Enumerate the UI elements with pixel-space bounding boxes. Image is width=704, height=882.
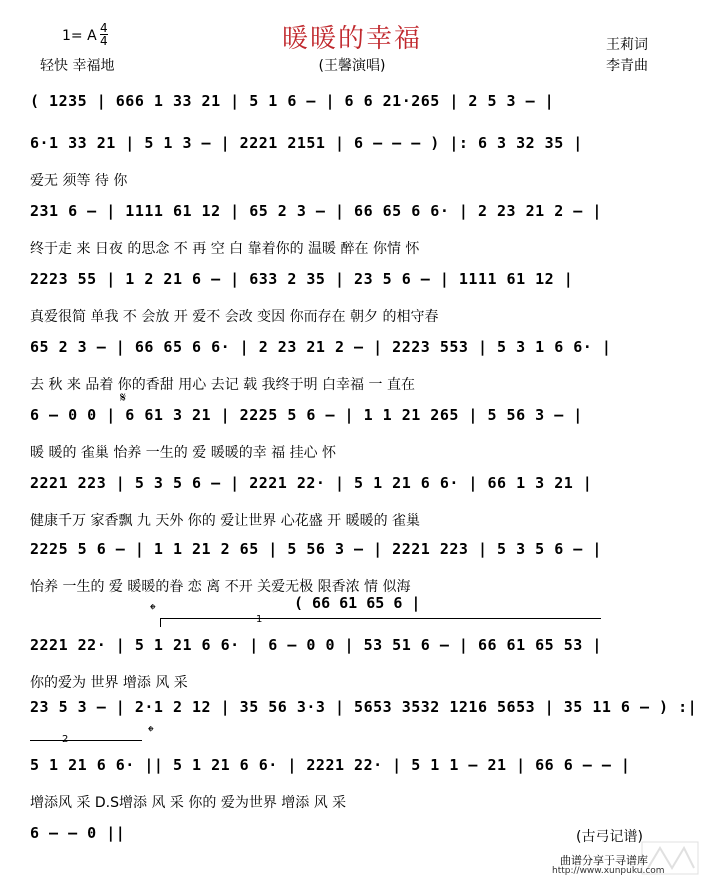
lyrics-line-7: 健康千万 家香飘 九 天外 你的 爱让世界 心花盛 开 暖暖的 雀巢 xyxy=(30,513,421,529)
lyrics-line-5: 去 秋 来 品着 你的香甜 用心 去记 载 我终于明 白幸福 一 直在 xyxy=(30,377,415,393)
song-title: 暖暖的幸福 xyxy=(281,24,422,54)
lyrics-line-3: 终于走 来 日夜 的思念 不 再 空 白 靠着你的 温暖 醉在 你情 怀 xyxy=(30,241,420,257)
watermark-logo-icon xyxy=(640,840,700,876)
notes-line-2: 6·1 33 21 | 5 1 3 — | 2221 2151 | 6 — — — ) |: 6 3 32 35 | xyxy=(30,134,583,152)
notes-line-11: 5 1 21 6 6· || 5 1 21 6 6· | 2221 22· | 5 1 1 — 21 | 66 6 — — | xyxy=(30,756,631,774)
key-signature: 1= A xyxy=(62,28,97,44)
lyrics-line-2: 爱无 须等 待 你 xyxy=(30,173,128,189)
notes-line-12: 6 — — 0 || xyxy=(30,824,126,842)
volta-bracket-2 xyxy=(30,740,142,749)
lyrics-line-11: 增添风 采 D.S增添 风 采 你的 爱为世界 增添 风 采 xyxy=(30,795,347,811)
notes-line-6: 6 — 0 0 | 6 61 3 21 | 2225 5 6 — | 1 1 21 265 | 5 56 3 — | xyxy=(30,406,583,424)
notes-line-7: 2221 223 | 5 3 5 6 — | 2221 22· | 5 1 21 6 6· | 66 1 3 21 | xyxy=(30,474,593,492)
notation-credit: (古弓记谱) xyxy=(576,829,643,845)
time-signature-top: 4 xyxy=(100,21,108,35)
segno-symbol: 𝄋 xyxy=(120,390,127,406)
tempo-marking: 轻快 幸福地 xyxy=(40,58,115,74)
notes-line-3: 231 6 — | 1111 61 12 | 65 2 3 — | 66 65 6 6· | 2 23 21 2 — | xyxy=(30,202,602,220)
notes-line-10: 23 5 3 — | 2·1 2 12 | 35 56 3·3 | 5653 3532 1216 5653 | 35 11 6 — ) :| xyxy=(30,698,698,716)
volta-bracket-1 xyxy=(160,618,601,627)
lyricist-credit: 王莉词 xyxy=(606,37,648,53)
notes-line-4: 2223 55 | 1 2 21 6 — | 633 2 35 | 23 5 6 — | 1111 61 12 | xyxy=(30,270,574,288)
volta-label-1: 1 xyxy=(256,614,263,625)
lyrics-line-8: 怡养 一生的 爱 暖暖的眷 恋 离 不开 关爱无极 限香浓 情 似海 xyxy=(30,579,411,595)
notes-line-5: 65 2 3 — | 66 65 6 6· | 2 23 21 2 — | 2223 553 | 5 3 1 6 6· | xyxy=(30,338,612,356)
source-url: http://www.xunpuku.com xyxy=(552,866,665,876)
composer-credit: 李青曲 xyxy=(606,58,648,74)
lyrics-line-9: 你的爱为 世界 增添 风 采 xyxy=(30,675,188,691)
singer-credit: (王馨演唱) xyxy=(318,58,386,74)
coda-symbol-2: 𝄌 xyxy=(148,722,154,741)
lyrics-line-4: 真爱很简 单我 不 会放 开 爱不 会改 变因 你而存在 朝夕 的相守春 xyxy=(30,309,439,325)
notes-line-8: 2225 5 6 — | 1 1 21 2 65 | 5 56 3 — | 2221 223 | 5 3 5 6 — | xyxy=(30,540,602,558)
notes-line-1: ( 1235 | 666 1 33 21 | 5 1 6 — | 6 6 21·265 | 2 5 3 — | xyxy=(30,92,555,110)
notes-line-9: 2221 22· | 5 1 21 6 6· | 6 — 0 0 | 53 51 6 — | 66 61 65 53 | xyxy=(30,636,602,654)
lyrics-line-6: 暖 暖的 雀巢 怡养 一生的 爱 暖暖的幸 福 挂心 怀 xyxy=(30,445,337,461)
share-credit: 曲谱分享于寻谱库 xyxy=(560,854,648,867)
time-signature xyxy=(100,22,108,47)
interlude-notes: ( 66 61 65 6 | xyxy=(294,594,421,612)
time-signature-bottom: 4 xyxy=(100,34,108,48)
coda-symbol-1: 𝄌 xyxy=(150,600,156,619)
volta-label-2: 2 xyxy=(62,734,69,745)
